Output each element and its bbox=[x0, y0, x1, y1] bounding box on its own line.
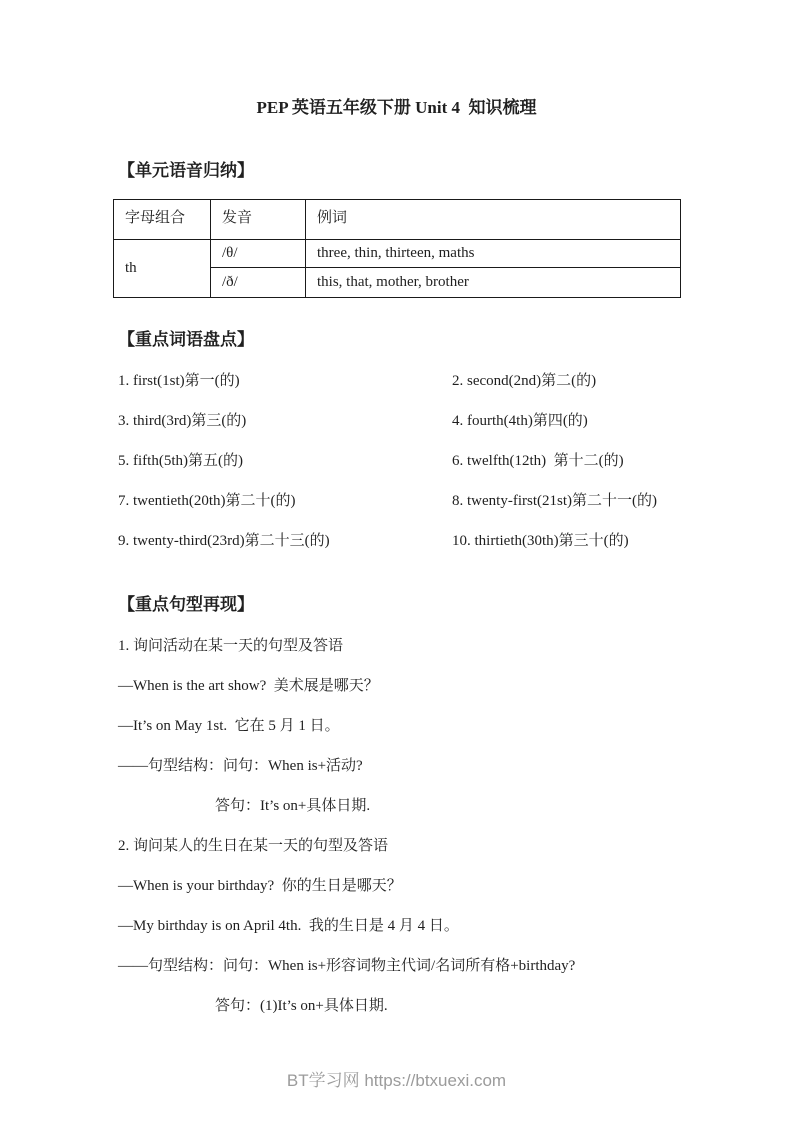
phonics-table-header-row bbox=[114, 200, 681, 240]
sentence-line: —When is the art show? 美术展是哪天？ bbox=[118, 678, 379, 694]
sentence-line: —When is your birthday? 你的生日是哪天？ bbox=[118, 878, 402, 894]
word-list-row bbox=[118, 451, 680, 471]
phonics-examples: this, that, mother, brother bbox=[306, 268, 681, 298]
sentence-line: 答句：It’s on+具体日期. bbox=[215, 798, 371, 814]
sentence-line: —My birthday is on April 4th. 我的生日是 4 月 4 日。 bbox=[118, 918, 459, 934]
word-item: 10. thirtieth(30th)第三十(的) bbox=[452, 533, 629, 549]
phonics-header-sound: 发音 bbox=[211, 200, 306, 240]
phonics-table-row bbox=[114, 240, 681, 268]
phonics-examples: three, thin, thirteen, maths bbox=[306, 240, 681, 268]
page-title: PEP 英语五年级下册 Unit 4 知识梳理 bbox=[256, 98, 537, 117]
word-item: 2. second(2nd)第二(的) bbox=[452, 373, 597, 389]
section-heading-key-sentences: 【重点句型再现】 bbox=[118, 595, 254, 614]
phonics-header-examples: 例词 bbox=[306, 200, 681, 240]
phonics-sound: /ð/ bbox=[211, 268, 306, 298]
word-item: 8. twenty-first(21st)第二十一(的) bbox=[452, 493, 657, 509]
document-content bbox=[0, 160, 793, 1016]
word-item: 4. fourth(4th)第四(的) bbox=[452, 413, 588, 429]
sentence-line: —It’s on May 1st. 它在 5 月 1 日。 bbox=[118, 718, 340, 734]
word-item: 5. fifth(5th)第五(的) bbox=[118, 453, 243, 469]
sentence-line: 2. 询问某人的生日在某一天的句型及答语 bbox=[118, 838, 389, 854]
phonics-sound: /θ/ bbox=[211, 240, 306, 268]
word-item: 9. twenty-third(23rd)第二十三(的) bbox=[118, 533, 330, 549]
phonics-header-letter-group: 字母组合 bbox=[114, 200, 211, 240]
word-item: 3. third(3rd)第三(的) bbox=[118, 413, 247, 429]
word-item: 6. twelfth(12th) 第十二(的) bbox=[452, 453, 624, 469]
word-list-row bbox=[118, 411, 680, 431]
phonics-table bbox=[113, 199, 681, 298]
footer-watermark: BT学习网 https://btxuexi.com bbox=[286, 1071, 507, 1090]
section-heading-key-words: 【重点词语盘点】 bbox=[118, 330, 254, 349]
sentence-line: 答句：(1)It’s on+具体日期. bbox=[215, 998, 388, 1014]
phonics-letter-group: th bbox=[114, 240, 211, 298]
sentence-line: ——句型结构：问句：When is+活动? bbox=[118, 758, 363, 774]
word-list-row bbox=[118, 491, 680, 511]
sentence-line: 1. 询问活动在某一天的句型及答语 bbox=[118, 638, 344, 654]
word-list-row bbox=[118, 371, 680, 391]
section-heading-phonics: 【单元语音归纳】 bbox=[118, 161, 254, 180]
word-list-row bbox=[118, 531, 680, 551]
sentence-line: ——句型结构：问句：When is+形容词物主代词/名词所有格+birthday? bbox=[118, 958, 576, 974]
word-item: 1. first(1st)第一(的) bbox=[118, 373, 240, 389]
word-item: 7. twentieth(20th)第二十(的) bbox=[118, 493, 296, 509]
